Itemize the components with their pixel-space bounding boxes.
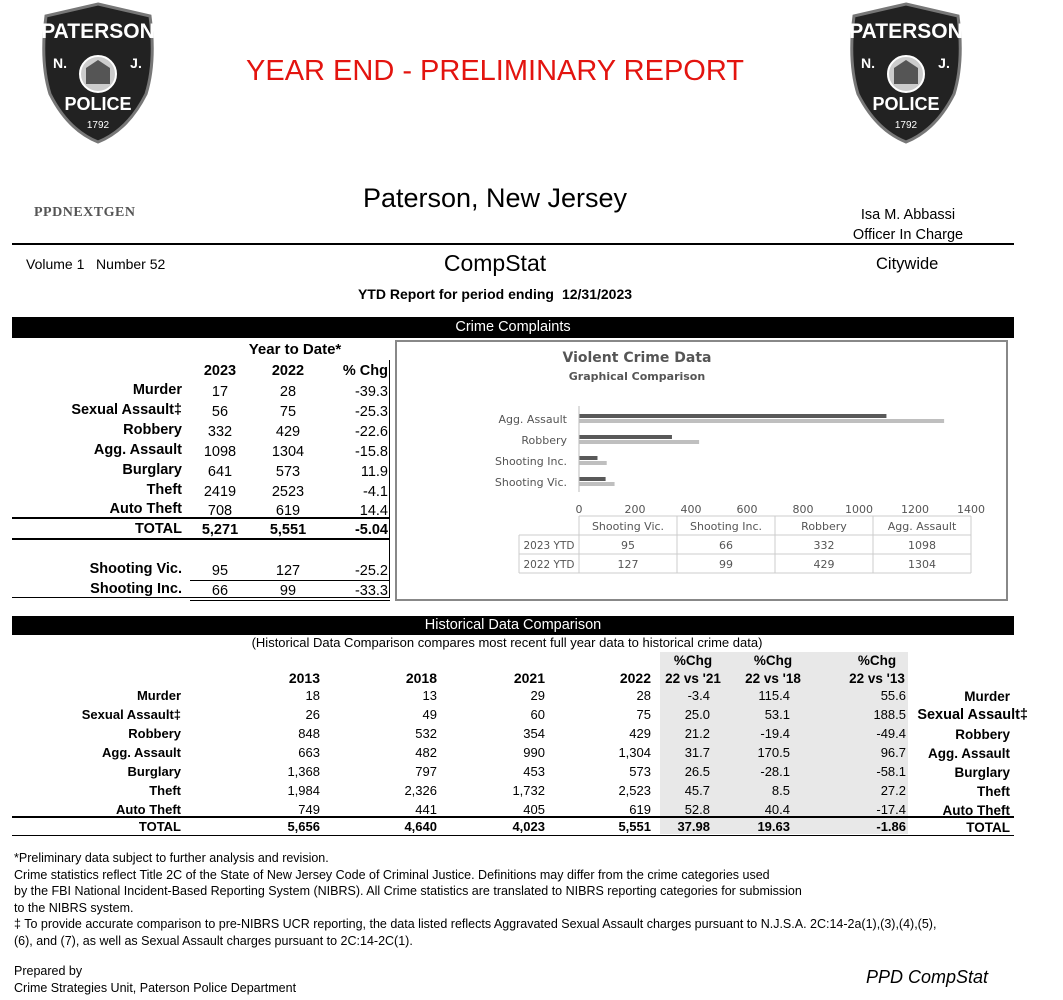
historical-y2013: 663 — [298, 745, 320, 760]
historical-chg-header-bottom: 22 vs '18 — [745, 671, 801, 686]
historical-label: Theft — [149, 783, 181, 798]
chart-tick-label: 1400 — [957, 503, 985, 516]
complaint-2023: 641 — [207, 464, 233, 480]
complaint-total-2022: 5,551 — [269, 522, 307, 538]
chart-bar — [579, 482, 615, 486]
chart-table-header: Robbery — [801, 520, 847, 533]
complaint-2023: 17 — [211, 384, 229, 400]
historical-c18: 115.4 — [758, 688, 790, 703]
historical-y2022: 75 — [636, 707, 651, 722]
complaint-pct-chg: -4.1 — [363, 484, 388, 500]
historical-y2018: 482 — [415, 745, 437, 760]
historical-c18: 53.1 — [764, 707, 790, 722]
historical-c18-total: 19.63 — [757, 819, 790, 834]
note-6: (6), and (7), as well as Sexual Assault charges pursuant to 2C:14-2C(1). — [14, 933, 413, 948]
historical-label-total: TOTAL — [138, 819, 181, 834]
chart-bar — [579, 414, 886, 418]
historical-year-header: 2021 — [513, 670, 545, 686]
historical-right-label: Theft — [977, 784, 1010, 799]
chart-table-row-label: 2022 YTD — [523, 559, 575, 571]
historical-right-label: Robbery — [955, 727, 1010, 742]
historical-bar: Historical Data Comparison — [12, 616, 1014, 635]
complaint-2022: 619 — [275, 503, 301, 519]
historical-c13: -58.1 — [876, 764, 906, 779]
complaint-2023: 56 — [211, 404, 229, 420]
historical-chg-header-top: %Chg — [673, 653, 713, 668]
complaint-pct-chg: -39.3 — [354, 384, 388, 400]
chart-table-cell: 127 — [617, 558, 639, 571]
ppd-nextgen-logo: PPDNEXTGEN — [34, 205, 136, 220]
historical-right-label: Agg. Assault — [927, 746, 1010, 761]
historical-y2022: 1,304 — [618, 745, 651, 760]
historical-c18: 170.5 — [757, 745, 790, 760]
historical-y2022: 28 — [636, 688, 651, 703]
historical-c13: 188.5 — [873, 707, 906, 722]
historical-year-header: 2022 — [619, 670, 651, 686]
col-pct-chg: % Chg — [342, 363, 388, 379]
historical-chg-header-bottom: 22 vs '21 — [665, 671, 721, 686]
volume: Volume 1 — [26, 256, 85, 272]
note-5: ‡ To provide accurate comparison to pre-NIBRS UCR reporting, the data listed reflects Aggravated Sexual Assault charges pursuant to N.J.S.A. 2C:14-2a(1),(3),(4),(5), — [14, 917, 937, 931]
chart-category-label: Shooting Inc. — [495, 455, 567, 468]
historical-subtitle: (Historical Data Comparison compares most recent full year data to historical crime data) — [251, 635, 763, 650]
complaint-2023: 708 — [207, 503, 233, 519]
compstat-title: CompStat — [443, 250, 547, 276]
historical-label: Sexual Assault‡ — [81, 707, 181, 722]
complaint-2022: 2523 — [271, 484, 305, 500]
complaints-total-bottom-line — [12, 538, 390, 540]
chart-tick-label: 1000 — [845, 503, 873, 516]
chart-table-header: Shooting Vic. — [591, 520, 665, 533]
complaint-label: Auto Theft — [109, 501, 182, 517]
violent-crime-chart-svg — [397, 342, 1006, 599]
shooting-2022: 127 — [275, 563, 301, 579]
chart-table-cell: 1098 — [908, 539, 936, 552]
chart-table-cell: 95 — [621, 539, 635, 552]
svg-text:POLICE: POLICE — [64, 94, 132, 114]
shooting-label: Shooting Inc. — [90, 581, 182, 597]
chart-table-row-label: 2023 YTD — [523, 540, 575, 552]
svg-text:N.: N. — [53, 55, 67, 71]
historical-year-header: 2013 — [288, 670, 320, 686]
historical-c18: -28.1 — [760, 764, 790, 779]
historical-label: Auto Theft — [116, 802, 181, 817]
historical-y2021: 60 — [530, 707, 545, 722]
historical-chg-header-bottom: 22 vs '13 — [849, 671, 905, 686]
complaint-pct-chg: -25.3 — [354, 404, 388, 420]
city-name: Paterson, New Jersey — [362, 183, 628, 213]
complaint-pct-chg: -22.6 — [354, 424, 388, 440]
note-2: Crime statistics reflect Title 2C of the State of New Jersey Code of Criminal Justice. Definitions may differ from the crime categories used — [14, 867, 770, 882]
historical-y2022: 573 — [629, 764, 651, 779]
historical-y2021: 1,732 — [512, 783, 545, 798]
violent-crime-chart — [395, 340, 1008, 601]
col-2022: 2022 — [271, 363, 305, 379]
historical-y2021: 405 — [523, 802, 545, 817]
historical-c21: 31.7 — [684, 745, 710, 760]
historical-label: Robbery — [128, 726, 181, 741]
officer-title: Officer In Charge — [852, 227, 964, 243]
svg-text:PATERSON: PATERSON — [849, 20, 963, 43]
chart-bar — [579, 419, 944, 423]
complaint-2023: 332 — [207, 424, 233, 440]
chart-bar — [579, 477, 606, 481]
historical-c13: -49.4 — [876, 726, 906, 741]
historical-y2018: 13 — [422, 688, 437, 703]
svg-text:J.: J. — [938, 55, 950, 71]
historical-bottom-line — [12, 835, 1014, 836]
complaint-label: Burglary — [122, 462, 182, 478]
historical-label: Agg. Assault — [102, 745, 181, 760]
complaint-pct-chg: 14.4 — [359, 503, 388, 519]
historical-right-label-total: TOTAL — [966, 820, 1010, 835]
ppd-compstat-brand: PPD CompStat — [866, 967, 989, 987]
complaint-pct-chg: -15.8 — [354, 444, 388, 460]
historical-right-label: Murder — [964, 689, 1010, 704]
historical-y2022: 2,523 — [618, 783, 651, 798]
complaint-2022: 573 — [275, 464, 301, 480]
shooting-2023: 95 — [211, 563, 229, 579]
complaint-2022: 1304 — [271, 444, 305, 460]
historical-y2013: 848 — [298, 726, 320, 741]
historical-y2018: 2,326 — [404, 783, 437, 798]
historical-c18: -19.4 — [760, 726, 790, 741]
ytd-group-header: Year to Date* — [248, 341, 342, 358]
historical-c13: 96.7 — [880, 745, 906, 760]
historical-y2018: 441 — [415, 802, 437, 817]
shooting-row-line — [190, 600, 390, 601]
historical-label: Burglary — [127, 764, 181, 779]
chart-title: Violent Crime Data — [562, 350, 712, 366]
historical-y2018: 49 — [422, 707, 437, 722]
complaint-label: Murder — [132, 382, 182, 398]
shooting-2023: 66 — [211, 583, 229, 599]
chart-table-cell: 66 — [719, 539, 733, 552]
chart-bar — [579, 456, 597, 460]
complaint-label: Robbery — [123, 422, 182, 438]
shooting-2022: 99 — [279, 583, 297, 599]
historical-year-header: 2018 — [405, 670, 437, 686]
chart-table-cell: 332 — [813, 539, 835, 552]
chart-table-cell: 429 — [813, 558, 835, 571]
chart-tick-label: 600 — [736, 503, 758, 516]
complaint-total-label: TOTAL — [135, 521, 182, 537]
shooting-pct-chg: -33.3 — [354, 583, 388, 599]
historical-right-label: Auto Theft — [942, 803, 1010, 818]
chart-category-label: Shooting Vic. — [494, 476, 567, 489]
crime-complaints-bar: Crime Complaints — [12, 317, 1014, 338]
prepared-by-block — [14, 963, 296, 996]
historical-c18: 40.4 — [764, 802, 790, 817]
historical-c21: -3.4 — [687, 688, 710, 703]
svg-text:1792: 1792 — [894, 120, 918, 131]
historical-c18: 8.5 — [771, 783, 790, 798]
complaint-2022: 75 — [279, 404, 297, 420]
historical-chg-header-top: %Chg — [857, 653, 897, 668]
chart-category-label: Robbery — [521, 434, 567, 447]
historical-y2013: 1,984 — [287, 783, 320, 798]
complaint-2023: 1098 — [203, 444, 237, 460]
chart-tick-label: 1200 — [901, 503, 929, 516]
historical-label: Murder — [136, 688, 181, 703]
ytd-period — [0, 286, 990, 302]
chart-tick-label: 0 — [575, 503, 583, 516]
historical-y2018-total: 4,640 — [404, 819, 437, 834]
historical-c13: -17.4 — [876, 802, 906, 817]
chart-table-cell: 1304 — [908, 558, 936, 571]
chart-tick-label: 200 — [624, 503, 646, 516]
complaints-total-line — [12, 517, 390, 519]
chart-table-header: Shooting Inc. — [690, 520, 762, 533]
issue-number: Number 52 — [96, 256, 166, 272]
ytd-date: 12/31/2023 — [561, 286, 633, 302]
col-2023: 2023 — [203, 363, 237, 379]
ytd-label: YTD Report for period ending — [357, 286, 554, 302]
historical-y2013: 26 — [305, 707, 320, 722]
historical-y2013: 749 — [298, 802, 320, 817]
complaint-2022: 28 — [279, 384, 297, 400]
historical-c21: 25.0 — [684, 707, 710, 722]
svg-text:J.: J. — [130, 55, 142, 71]
historical-right-label: Sexual Assault‡ — [917, 707, 1028, 723]
historical-y2021-total: 4,023 — [512, 819, 545, 834]
shooting-row-line — [190, 580, 390, 581]
historical-c21: 26.5 — [684, 764, 710, 779]
footnotes — [14, 850, 1059, 949]
historical-right-label: Burglary — [954, 765, 1010, 780]
historical-total-line — [12, 816, 1014, 818]
officer-block — [820, 205, 996, 245]
complaint-total-2023: 5,271 — [201, 522, 239, 538]
chart-subtitle: Graphical Comparison — [568, 370, 706, 383]
report-title: YEAR END - PRELIMINARY REPORT — [246, 55, 744, 87]
svg-text:1792: 1792 — [86, 120, 110, 131]
complaint-pct-chg: 11.9 — [360, 464, 388, 480]
historical-y2021: 29 — [530, 688, 545, 703]
historical-y2021: 453 — [523, 764, 545, 779]
prepared-by-unit: Crime Strategies Unit, Paterson Police Department — [14, 980, 297, 995]
chart-bar — [579, 461, 607, 465]
header-divider — [12, 243, 1014, 245]
note-4: to the NIBRS system. — [14, 900, 134, 915]
svg-text:N.: N. — [861, 55, 875, 71]
note-3: by the FBI National Incident-Based Reporting System (NIBRS). All Crime statistics are translated to NIBRS reporting categories for submission — [14, 884, 802, 898]
historical-y2018: 532 — [415, 726, 437, 741]
note-1: *Preliminary data subject to further analysis and revision. — [14, 851, 329, 865]
historical-c21: 21.2 — [684, 726, 710, 741]
shooting-label: Shooting Vic. — [89, 561, 182, 577]
historical-chg-header-top: %Chg — [753, 653, 793, 668]
scope-label: Citywide — [876, 255, 939, 273]
complaint-2023: 2419 — [203, 484, 237, 500]
shooting-pct-chg: -25.2 — [354, 563, 388, 579]
historical-y2022-total: 5,551 — [618, 819, 651, 834]
historical-c21-total: 37.98 — [677, 819, 710, 834]
historical-c13: 55.6 — [880, 688, 906, 703]
historical-y2013: 1,368 — [287, 764, 320, 779]
complaint-label: Theft — [146, 482, 182, 498]
historical-c13: 27.2 — [880, 783, 906, 798]
chart-tick-label: 800 — [792, 503, 814, 516]
officer-name: Isa M. Abbassi — [860, 207, 956, 223]
historical-y2021: 990 — [523, 745, 545, 760]
historical-y2022: 619 — [629, 802, 651, 817]
complaints-right-border — [389, 360, 390, 597]
historical-y2018: 797 — [415, 764, 437, 779]
chart-table-cell: 99 — [719, 558, 733, 571]
chart-tick-label: 400 — [680, 503, 702, 516]
historical-c21: 52.8 — [684, 802, 710, 817]
complaint-label: Sexual Assault‡ — [71, 402, 182, 418]
complaint-label: Agg. Assault — [93, 442, 182, 458]
complaint-2022: 429 — [275, 424, 301, 440]
svg-text:POLICE: POLICE — [872, 94, 940, 114]
historical-y2013-total: 5,656 — [287, 819, 320, 834]
chart-bar — [579, 440, 699, 444]
historical-y2013: 18 — [305, 688, 320, 703]
chart-table-header: Agg. Assault — [887, 520, 957, 533]
chart-category-label: Agg. Assault — [498, 413, 567, 426]
complaint-total-pct-chg: -5.04 — [354, 522, 388, 538]
prepared-by: Prepared by — [14, 964, 83, 978]
chart-bar — [579, 435, 672, 439]
historical-y2022: 429 — [629, 726, 651, 741]
historical-c21: 45.7 — [684, 783, 710, 798]
historical-c13-total: -1.86 — [876, 819, 906, 834]
historical-y2021: 354 — [523, 726, 545, 741]
complaints-bottom-line — [12, 597, 390, 598]
svg-text:PATERSON: PATERSON — [41, 20, 155, 43]
